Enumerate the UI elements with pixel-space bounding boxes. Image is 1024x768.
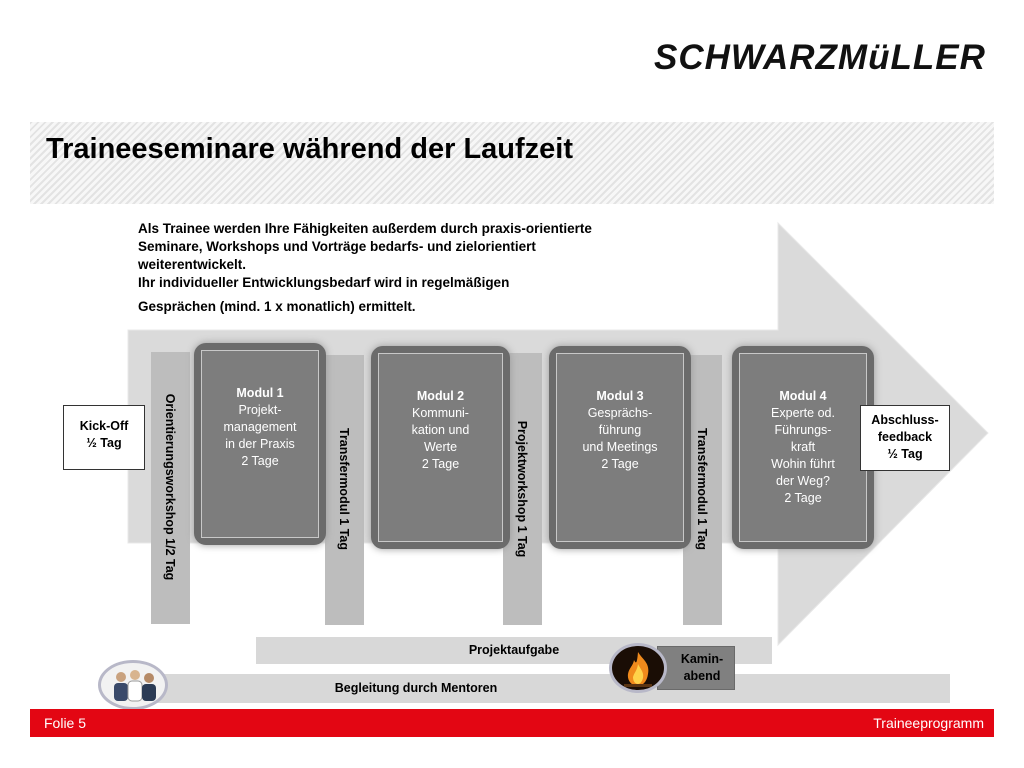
- people-icon: [101, 663, 165, 707]
- kickoff-box: [63, 405, 145, 470]
- kaminabend-line2: abend: [683, 669, 721, 683]
- module-2-line: Kommuni-: [412, 406, 469, 420]
- abschluss-line2: feedback: [877, 430, 933, 444]
- module-2-line: 2 Tage: [421, 457, 460, 471]
- projektaufgabe-label: Projektaufgabe: [468, 643, 560, 657]
- module-2-line: Werte: [423, 440, 458, 454]
- fire-icon: [612, 646, 664, 690]
- vertical-bar-projektworkshop-label: Projektworkshop 1 Tag: [515, 420, 529, 558]
- module-4-line: Wohin führt: [771, 457, 835, 471]
- kickoff-line2: ½ Tag: [86, 436, 122, 450]
- module-1-line: 2 Tage: [241, 454, 279, 468]
- intro-text: [138, 220, 608, 316]
- module-3-line: und Meetings: [582, 440, 658, 454]
- module-4-line: 2 Tage: [784, 491, 822, 505]
- vertical-bar-orientierung-label: Orientierungsworkshop 1/2 Tag: [163, 393, 177, 581]
- slide-number: 5: [78, 715, 87, 731]
- module-1-line: management: [223, 420, 297, 434]
- mentoren-band: [142, 674, 950, 703]
- module-3-line: 2 Tage: [601, 457, 639, 471]
- fireplace-photo: [609, 643, 667, 693]
- mentors-photo: [98, 660, 168, 710]
- vertical-bar-transfer-1-label: Transfermodul 1 Tag: [337, 427, 351, 551]
- page-title: Traineeseminare während der Laufzeit: [46, 133, 574, 165]
- module-1-line: in der Praxis: [225, 437, 295, 451]
- kaminabend-box: [657, 646, 735, 690]
- module-3-title: Modul 3: [596, 389, 644, 403]
- module-3-line: Gesprächs-: [587, 406, 653, 420]
- module-4-line: Experte od.: [771, 406, 835, 420]
- slide-label: [44, 715, 86, 731]
- module-3: [549, 346, 691, 549]
- module-2-title: Modul 2: [416, 389, 465, 403]
- slide-label-text: Folie: [44, 715, 75, 731]
- module-4: [732, 346, 874, 549]
- module-3-line: führung: [598, 423, 642, 437]
- intro-line1: Als Trainee werden Ihre Fähigkeiten außerdem durch praxis-orientierte Seminare, Workshops und Vorträge bedarfs- und zielorientiert weiterentwickelt.: [138, 221, 592, 272]
- abschluss-line3: ½ Tag: [887, 447, 923, 461]
- abschluss-box: [860, 405, 950, 471]
- intro-line3: Gesprächen (mind. 1 x monatlich) ermittelt.: [138, 299, 416, 314]
- company-logo: SCHWARZMüLLER: [654, 38, 986, 77]
- module-4-line: Führungs-: [774, 423, 832, 437]
- intro-line2: Ihr individueller Entwicklungsbedarf wird in regelmäßigen: [138, 275, 510, 290]
- mentoren-label: Begleitung durch Mentoren: [334, 681, 498, 695]
- module-4-line: der Weg?: [776, 474, 830, 488]
- kaminabend-line1: Kamin-: [680, 652, 724, 666]
- footer-bar: [30, 709, 994, 737]
- module-2-line: kation und: [411, 423, 470, 437]
- program-label: Traineeprogramm: [873, 715, 984, 731]
- kickoff-line1: Kick-Off: [79, 419, 129, 433]
- module-1: [194, 343, 326, 545]
- abschluss-line1: Abschluss-: [871, 413, 939, 427]
- module-4-line: kraft: [790, 440, 816, 454]
- module-4-title: Modul 4: [779, 389, 827, 403]
- module-2: [371, 346, 510, 549]
- vertical-bar-transfer-2-label: Transfermodul 1 Tag: [695, 427, 709, 551]
- module-1-title: Modul 1: [236, 386, 284, 400]
- module-1-line: Projekt-: [238, 403, 282, 417]
